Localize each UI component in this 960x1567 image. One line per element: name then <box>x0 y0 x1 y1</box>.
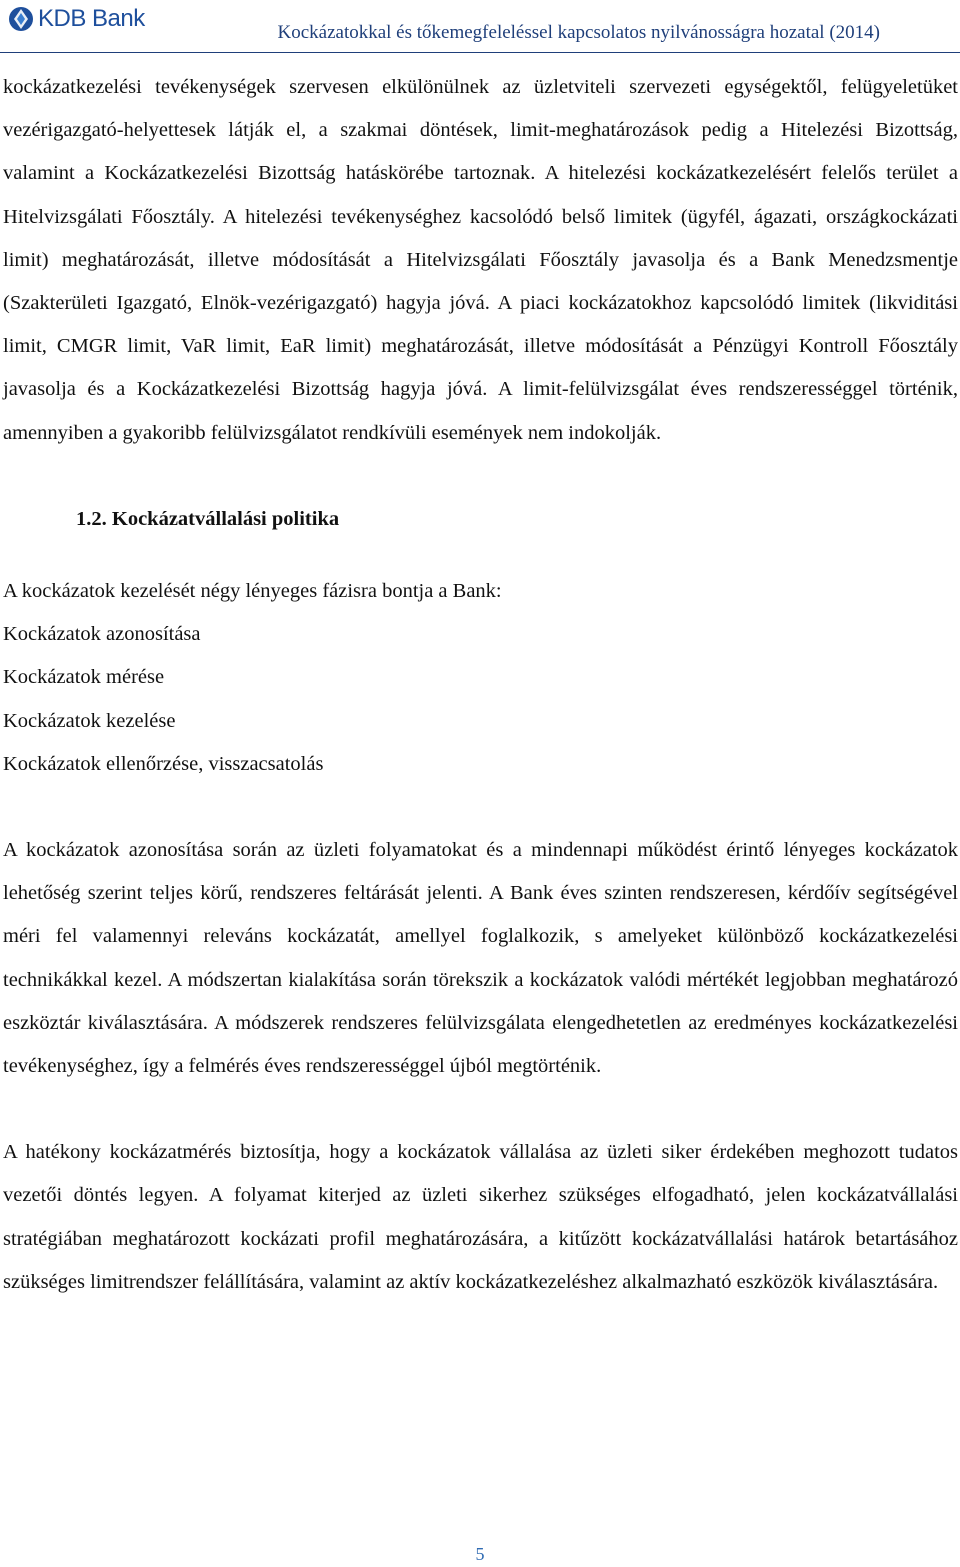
logo-text: KDB Bank <box>38 5 145 32</box>
phase-item: Kockázatok mérése <box>3 666 165 689</box>
spacer <box>3 455 958 498</box>
section-heading: 1.2. Kockázatvállalási politika <box>76 507 340 530</box>
page-number: 5 <box>475 1544 485 1564</box>
paragraph-risk-measurement: A hatékony kockázatmérés biztosítja, hogy a kockázatok vállalása az üzleti siker érdekében meghozott tudatos vezetői döntés legyen. A folyamat kiterjed az üzleti sikerhez szükséges elfogadható, jelen kockázatvállalási stratégiában meghatározott kockázati profil meghatározására, a kitűzött kockázatvállalási határok betartásához szükséges limitrendszer felállítására, valamint az aktív kockázatkezeléshez alkalmazható eszközök kiválasztására. <box>3 1141 958 1293</box>
document-title: Kockázatokkal és tőkemegfeleléssel kapcsolatos nyilvánosságra hozatal (2014) <box>277 22 880 43</box>
kdb-bank-logo <box>8 4 145 34</box>
phase-item: Kockázatok kezelése <box>3 709 176 732</box>
header-divider <box>0 52 960 53</box>
paragraph-risk-identification: A kockázatok azonosítása során az üzleti folyamatokat és a mindennapi működést érintő lényeges kockázatok lehetőség szerint teljes körű, rendszeres feltárását jelenti. A Bank éves szinten rendszeresen, kérdőív segítségével méri fel valamennyi releváns kockázatát, amellyel foglalkozik, s amelyeket különböző kockázatkezelési technikákkal kezel. A módszertan kialakítása során törekszik a kockázatok valódi mértékét legjobban meghatározó eszköztár kiválasztására. A módszerek rendszeres felülvizsgálata elengedhetetlen az eredményes kockázatkezelési tevékenységhez, így a felmérés éves rendszerességgel újból megtörténik. <box>3 839 958 1078</box>
phase-item: Kockázatok ellenőrzése, visszacsatolás <box>3 752 324 775</box>
spacer <box>3 786 958 829</box>
spacer <box>3 541 958 570</box>
paragraph-risk-organization: kockázatkezelési tevékenységek szervesen elkülönülnek az üzletviteli szervezeti egységektől, felügyeletüket vezérigazgató-helyettesek látják el, a szakmai döntések, limit-meghatározások pedig a Hitelezési Bizottság, valamint a Kockázatkezelési Bizottság hatáskörébe tartoznak. A hitelezési kockázatkezelésért felelős terület a Hitelvizsgálati Főosztály. A hitelezési tevékenységhez kacsolódó belső limitek (ügyfél, ágazati, országkockázati limit) meghatározását, illetve módosítását a Hitelvizsgálati Főosztály javasolja és a Bank Menedzsmentje (Szakterületi Igazgató, Elnök-vezérigazgató) hagyja jóvá. A piaci kockázatokhoz kapcsolódó limitek (likviditási limit, CMGR limit, VaR limit, EaR limit) meghatározását, illetve módosítását a Pénzügyi Kontroll Főosztály javasolja és a Kockázatkezelési Bizottság hagyja jóvá. A limit-felülvizsgálat éves rendszerességgel történik, amennyiben a gyakoribb felülvizsgálatot rendkívüli események nem indokolják. <box>3 76 958 444</box>
phase-item: Kockázatok azonosítása <box>3 623 201 646</box>
document-body <box>3 66 958 1304</box>
kdb-logo-icon <box>8 6 34 32</box>
page-header <box>0 0 960 52</box>
spacer <box>3 1088 958 1131</box>
phases-intro: A kockázatok kezelését négy lényeges fázisra bontja a Bank: <box>3 580 502 603</box>
